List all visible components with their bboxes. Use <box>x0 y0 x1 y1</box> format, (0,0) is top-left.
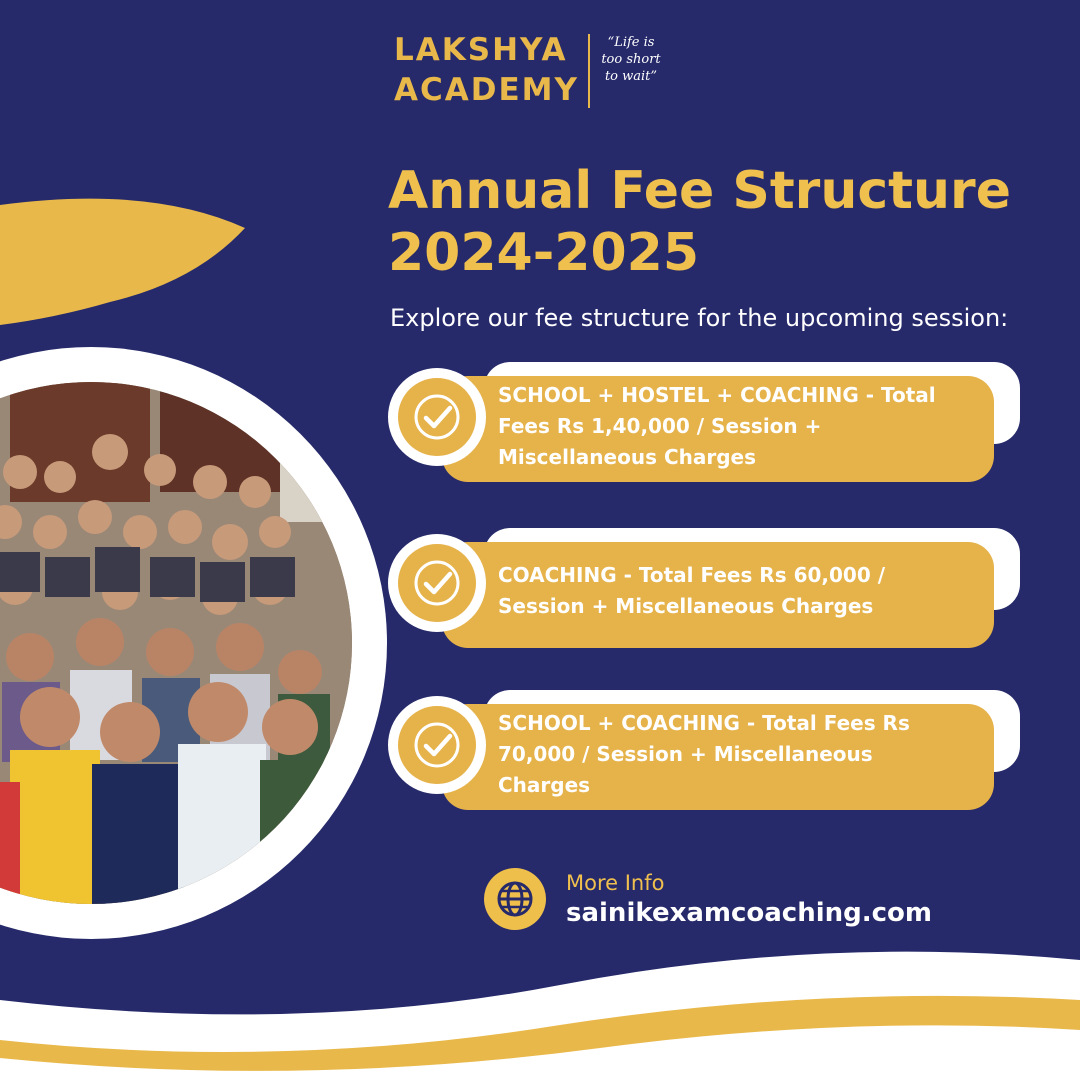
fee-label: SCHOOL + HOSTEL + COACHING - Total Fees Rs 1,40,000 / Session + Miscellaneous Charges <box>498 383 936 469</box>
logo-divider <box>588 34 590 108</box>
logo-name-line1: LAKSHYA <box>394 32 568 68</box>
more-info-label: More Info <box>566 871 665 895</box>
check-badge <box>388 368 486 466</box>
fee-card-school-hostel-coaching <box>388 362 1028 484</box>
check-circle-icon <box>398 378 476 456</box>
fee-card-coaching <box>388 528 1028 650</box>
check-badge <box>388 534 486 632</box>
check-circle-icon <box>398 544 476 622</box>
globe-icon <box>484 868 546 930</box>
page-title: Annual Fee Structure 2024-2025 <box>388 161 1011 283</box>
fee-label: COACHING - Total Fees Rs 60,000 / Session + Miscellaneous Charges <box>498 563 886 618</box>
check-badge <box>388 696 486 794</box>
page-subtitle: Explore our fee structure for the upcoming session: <box>390 304 1009 332</box>
fee-card-school-coaching <box>388 690 1028 812</box>
website-link[interactable]: sainikexamcoaching.com <box>566 898 933 928</box>
logo-name-line2: ACADEMY <box>394 72 579 108</box>
logo-tagline: “Life is too short to wait” <box>601 35 661 84</box>
check-circle-icon <box>398 706 476 784</box>
academy-logo <box>394 28 664 114</box>
fee-label: SCHOOL + COACHING - Total Fees Rs 70,000 / Session + Miscellaneous Charges <box>498 711 910 797</box>
